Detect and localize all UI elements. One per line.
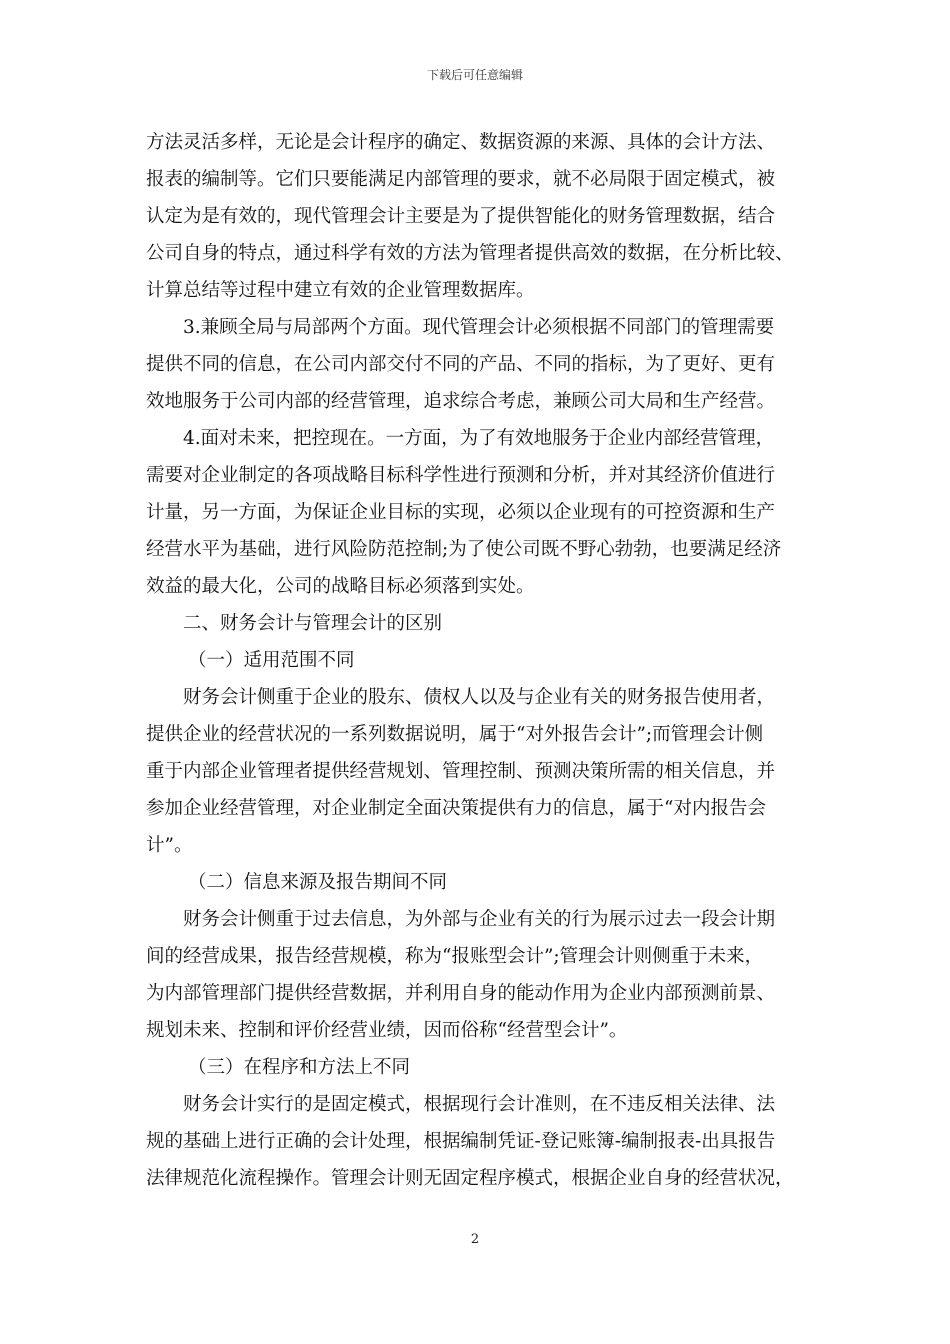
section-heading: 二、财务会计与管理会计的区别	[183, 613, 443, 634]
paragraph-line: 间的经营成果，报告经营规模，称为“报账型会计”;管理会计则侧重于未来，	[146, 946, 764, 967]
paragraph-line: 财务会计侧重于过去信息，为外部与企业有关的行为展示过去一段会计期	[183, 909, 776, 930]
paragraph-line: 方法灵活多样，无论是会计程序的确定、数据资源的来源、具体的会计方法、	[146, 132, 776, 153]
paragraph-line: 需要对企业制定的各项战略目标科学性进行预测和分析，并对其经济价值进行	[146, 465, 776, 486]
paragraph-line: 法律规范化流程操作。管理会计则无固定程序模式，根据企业自身的经营状况，	[146, 1168, 794, 1189]
paragraph-line: 效益的最大化，公司的战略目标必须落到实处。	[146, 576, 535, 597]
paragraph-line: 重于内部企业管理者提供经营规划、管理控制、预测决策所需的相关信息，并	[146, 761, 776, 782]
paragraph-line: 参加企业经营管理，对企业制定全面决策提供有力的信息，属于“对内报告会	[146, 798, 766, 819]
paragraph-line: 经营水平为基础，进行风险防范控制;为了使公司既不野心勃勃，也要满足经济	[146, 539, 782, 560]
subsection-heading: （三）在程序和方法上不同	[188, 1057, 411, 1078]
paragraph-line: 财务会计侧重于企业的股东、债权人以及与企业有关的财务报告使用者，	[183, 687, 776, 708]
paragraph-line: 计”。	[146, 835, 193, 856]
paragraph-line: 提供不同的信息，在公司内部交付不同的产品、不同的指标，为了更好、更有	[146, 354, 776, 375]
paragraph-line: 报表的编制等。它们只要能满足内部管理的要求，就不必局限于固定模式，被	[146, 169, 776, 190]
page-header: 下载后可任意编辑	[426, 68, 523, 82]
paragraph-line: 计算总结等过程中建立有效的企业管理数据库。	[146, 280, 535, 301]
paragraph-line: 3.兼顾全局与局部两个方面。现代管理会计必须根据不同部门的管理需要	[183, 317, 775, 338]
paragraph-line: 为内部管理部门提供经营数据，并利用自身的能动作用为企业内部预测前景、	[146, 983, 776, 1004]
paragraph-line: 计量，另一方面，为保证企业目标的实现，必须以企业现有的可控资源和生产	[146, 502, 776, 523]
page-number: 2	[470, 1232, 480, 1247]
paragraph-line: 认定为是有效的，现代管理会计主要是为了提供智能化的财务管理数据，结合	[146, 206, 776, 227]
document-body	[146, 124, 826, 1197]
paragraph-line: 财务会计实行的是固定模式，根据现行会计准则，在不违反相关法律、法	[183, 1094, 776, 1115]
paragraph-line: 规的基础上进行正确的会计处理，根据编制凭证-登记账簿-编制报表-出具报告	[146, 1131, 776, 1152]
paragraph-line: 公司自身的特点，通过科学有效的方法为管理者提供高效的数据，在分析比较、	[146, 243, 794, 264]
paragraph-line: 提供企业的经营状况的一系列数据说明，属于“对外报告会计”;而管理会计侧	[146, 724, 764, 745]
subsection-heading: （二）信息来源及报告期间不同	[188, 872, 448, 893]
paragraph-line: 规划未来、控制和评价经营业绩，因而俗称“经营型会计”。	[146, 1020, 628, 1041]
paragraph-line: 4.面对未来，把控现在。一方面，为了有效地服务于企业内部经营管理，	[183, 428, 775, 449]
subsection-heading: （一）适用范围不同	[188, 650, 355, 671]
paragraph-line: 效地服务于公司内部的经营管理，追求综合考虑，兼顾公司大局和生产经营。	[146, 391, 776, 412]
